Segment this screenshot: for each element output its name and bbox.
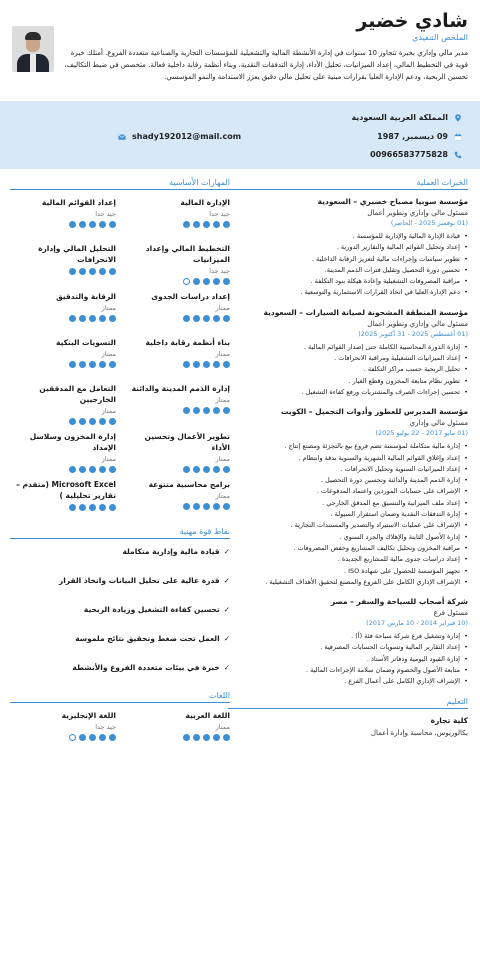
rating-dot xyxy=(183,734,190,741)
strength-label: خبرة في بيئات متعددة الفروع والأنشطة xyxy=(72,663,220,672)
skill-name: تطوير الأعمال وتحسين الأداء xyxy=(144,432,230,452)
job-period: (01 أغسطس 2025 - 31 أكتوبر 2025) xyxy=(358,329,468,338)
skill-name: بناء أنظمة رقابة داخلية xyxy=(145,338,230,347)
language-name: اللغة الإنجليزية xyxy=(61,711,116,720)
duty-item: • إعداد الميزانيات السنوية وتحليل الانحرافات . xyxy=(228,464,468,475)
duty-item: • إدارة التدفقات النقدية وضمان استقرار السيولة . xyxy=(228,509,468,520)
duty-item: • إدارة وتشغيل فرع شركة سياحة فئة (أ) . xyxy=(228,631,468,642)
duty-item: • قيادة الإدارة المالية والإدارية للمؤسسة . xyxy=(228,231,468,242)
languages-heading: اللغات xyxy=(10,691,230,703)
rating-dot xyxy=(203,221,210,228)
skill-item xyxy=(10,383,116,425)
skill-name: إدارة المخزون وسلاسل الإمداد xyxy=(29,432,116,452)
education-heading: التعليم xyxy=(228,697,468,709)
skill-item xyxy=(10,243,116,285)
skill-rating xyxy=(124,503,230,510)
rating-dot xyxy=(213,466,220,473)
skill-level: ممتاز xyxy=(101,350,116,358)
duty-item: • إدارة القيود اليومية ودفاتر الأستاذ . xyxy=(228,654,468,665)
job-entry xyxy=(228,597,468,687)
skill-item xyxy=(124,383,230,425)
duty-item: • تحسين إجراءات الصرف والمشتريات ورفع كفاءة التشغيل . xyxy=(228,387,468,398)
rating-dot xyxy=(203,734,210,741)
skill-item xyxy=(124,479,230,519)
rating-dot xyxy=(79,418,86,425)
rating-dot xyxy=(183,315,190,322)
rating-dot xyxy=(223,503,230,510)
phone-icon xyxy=(454,151,462,159)
job-period: (01 مايو 2017 - 22 يوليو 2025) xyxy=(375,429,468,438)
rating-dot xyxy=(79,361,86,368)
contact-phone: 00966583775828 xyxy=(370,150,448,159)
job-duties xyxy=(228,231,468,299)
skill-rating xyxy=(10,315,116,322)
rating-dot xyxy=(69,734,76,741)
skill-name: التخطيط المالي وإعداد الميزانيات xyxy=(145,244,230,264)
rating-dot xyxy=(99,361,106,368)
strength-label: قدرة عالية على تحليل البيانات واتخاذ القرار xyxy=(58,576,220,585)
duty-item: • إدارة الأصول الثابتة والإهلاك والجرد السنوي . xyxy=(228,532,468,543)
skill-item xyxy=(124,431,230,473)
check-icon: ✓ xyxy=(223,634,230,643)
duty-item: • تحليل الربحية حسب مراكز التكلفة . xyxy=(228,364,468,375)
duty-item: • إعداد دراسات جدوى مالية للمشاريع الجديدة . xyxy=(228,554,468,565)
calendar-icon xyxy=(454,133,462,141)
rating-dot xyxy=(109,268,116,275)
strengths-list xyxy=(10,546,230,673)
job-company: شركة أصحاب للسياحة والسفر – مصر xyxy=(330,597,468,607)
rating-dot xyxy=(193,315,200,322)
skill-rating xyxy=(10,221,116,228)
experience-heading: الخبرات العملية xyxy=(228,178,468,190)
rating-dot xyxy=(69,466,76,473)
rating-dot xyxy=(203,466,210,473)
education-degree: بكالوريوس، محاسبة وإدارة أعمال xyxy=(370,728,468,737)
rating-dot xyxy=(69,315,76,322)
rating-dot xyxy=(213,361,220,368)
skill-rating xyxy=(10,504,116,511)
rating-dot xyxy=(183,278,190,285)
rating-dot xyxy=(183,503,190,510)
rating-dot xyxy=(109,221,116,228)
rating-dot xyxy=(213,407,220,414)
job-company: مؤسسة المنطقة المشحونة لصيانة السيارات – السعودية xyxy=(263,307,468,317)
job-role: مسئول فرع xyxy=(433,609,468,618)
rating-dot xyxy=(69,504,76,511)
skill-item xyxy=(124,291,230,331)
strengths-heading: نقاط قوة مهنية xyxy=(10,527,230,539)
contact-bar xyxy=(0,101,480,169)
rating-dot xyxy=(109,315,116,322)
rating-dot xyxy=(193,407,200,414)
duty-item: • متابعة الأصول والخصوم وضمان سلامة الإجراءات المالية . xyxy=(228,665,468,676)
rating-dot xyxy=(89,221,96,228)
rating-dot xyxy=(109,466,116,473)
duty-item: • إدارة مالية متكاملة لمؤسسة تضم فروع بيع بالتجزئة ومصنع إنتاج . xyxy=(228,441,468,452)
rating-dot xyxy=(193,221,200,228)
rating-dot xyxy=(99,466,106,473)
rating-dot xyxy=(203,278,210,285)
skill-rating xyxy=(10,418,116,425)
rating-dot xyxy=(99,221,106,228)
mail-icon xyxy=(118,133,126,141)
language-rating xyxy=(10,734,116,741)
job-duties xyxy=(228,342,468,398)
job-role: مسئول مالي وإداري xyxy=(409,419,468,428)
skill-rating xyxy=(10,361,116,368)
rating-dot xyxy=(203,503,210,510)
job-role: مسئول مالي وإداري وتطوير أعمال xyxy=(367,209,468,217)
location-pin-icon xyxy=(454,114,462,122)
left-column xyxy=(10,178,230,758)
duty-item: • تحسين دورة التحصيل وتقليل فترات الذمم المدينة. xyxy=(228,265,468,276)
rating-dot xyxy=(223,278,230,285)
rating-dot xyxy=(99,315,106,322)
skill-item xyxy=(10,197,116,237)
language-item xyxy=(124,710,230,750)
skill-name: إعداد القوائم المالية xyxy=(41,198,116,207)
strength-item xyxy=(10,662,230,673)
summary-text: مدير مالي وإداري بخبرة تتجاوز 10 سنوات في إدارة الأنشطة المالية والتشغيلية للمؤسسات التجارية والصناعية متعددة الفروع. أمتلك خبرة قوية في التخطيط المالي، إعداد الميزانيات، تحليل الأداء، إدارة التدفقات النقدية، وبناء أنظمة رقابة داخلية فعالة. متخصص في ضبط التكاليف، تحسين الربحية، ودعم الإدارة العليا بقرارات مبنية على تحليل مالي دقيق يعزز الاستدامة والنمو المؤسسي. xyxy=(64,49,468,81)
strength-item xyxy=(10,546,230,557)
rating-dot xyxy=(79,734,86,741)
duty-item: • الإشراف الإداري الكامل على أعمال الفرع . xyxy=(228,676,468,687)
skill-name: إعداد دراسات الجدوى xyxy=(151,292,230,301)
rating-dot xyxy=(79,504,86,511)
skill-item xyxy=(10,337,116,377)
avatar-hair xyxy=(25,32,41,40)
rating-dot xyxy=(203,407,210,414)
education-school: كلية تجارة xyxy=(430,715,468,725)
skill-name: التعامل مع المدققين الخارجيين xyxy=(39,384,116,404)
rating-dot xyxy=(79,221,86,228)
job-role: مسئول مالي وإداري وتطوير أعمال xyxy=(367,319,468,328)
check-icon: ✓ xyxy=(223,663,230,672)
languages-grid xyxy=(10,710,230,750)
skill-name: الرقابة والتدقيق xyxy=(56,292,116,301)
skill-rating xyxy=(124,361,230,368)
skill-item xyxy=(124,243,230,285)
rating-dot xyxy=(89,734,96,741)
language-rating xyxy=(124,734,230,741)
rating-dot xyxy=(99,418,106,425)
duty-item: • إعداد الميزانيات التشغيلية ومراقبة الانحرافات . xyxy=(228,353,468,364)
job-duties xyxy=(228,441,468,588)
rating-dot xyxy=(89,315,96,322)
duty-item: • دعم الإدارة العليا في اتخاذ القرارات الاستثمارية والتوسعية . xyxy=(228,287,468,298)
rating-dot xyxy=(193,503,200,510)
rating-dot xyxy=(183,361,190,368)
rating-dot xyxy=(213,278,220,285)
rating-dot xyxy=(109,418,116,425)
skill-rating xyxy=(124,466,230,473)
avatar-shirt xyxy=(30,54,36,72)
rating-dot xyxy=(183,407,190,414)
rating-dot xyxy=(223,734,230,741)
rating-dot xyxy=(109,504,116,511)
rating-dot xyxy=(193,361,200,368)
rating-dot xyxy=(193,278,200,285)
strength-item xyxy=(10,633,230,644)
skill-rating xyxy=(124,407,230,414)
rating-dot xyxy=(183,221,190,228)
rating-dot xyxy=(223,361,230,368)
header xyxy=(0,0,480,100)
person-name: شادي خضير xyxy=(356,10,468,32)
job-duties xyxy=(228,631,468,687)
avatar xyxy=(12,26,54,72)
rating-dot xyxy=(69,361,76,368)
rating-dot xyxy=(193,734,200,741)
rating-dot xyxy=(99,734,106,741)
rating-dot xyxy=(89,418,96,425)
check-icon: ✓ xyxy=(223,547,230,556)
summary-heading: الملخص التنفيذي xyxy=(412,33,468,42)
skill-name: الإدارة المالية xyxy=(180,198,230,207)
skill-item xyxy=(124,197,230,237)
rating-dot xyxy=(69,221,76,228)
rating-dot xyxy=(213,503,220,510)
skill-level: ممتاز xyxy=(215,396,230,404)
skill-rating xyxy=(124,278,230,285)
rating-dot xyxy=(183,466,190,473)
skill-item xyxy=(10,291,116,331)
rating-dot xyxy=(89,466,96,473)
rating-dot xyxy=(89,361,96,368)
skill-level: ممتاز xyxy=(215,304,230,312)
rating-dot xyxy=(109,361,116,368)
skill-name: Microsoft Excel (متقدم – تقارير تحليلية ) xyxy=(16,480,116,500)
skill-level: ممتاز xyxy=(215,455,230,463)
skill-level: ممتاز xyxy=(101,455,116,463)
duty-item: • إعداد وإغلاق القوائم المالية الشهرية والسنوية بدقة وانتظام . xyxy=(228,453,468,464)
rating-dot xyxy=(223,466,230,473)
skill-level: ممتاز xyxy=(101,304,116,312)
rating-dot xyxy=(223,315,230,322)
language-level: جيد جدا xyxy=(95,723,116,731)
strength-item xyxy=(10,575,230,586)
strength-label: العمل تحت ضغط وتحقيق نتائج ملموسة xyxy=(75,634,220,643)
rating-dot xyxy=(79,466,86,473)
rating-dot xyxy=(99,504,106,511)
duty-item: • الإشراف على عمليات الاستيراد والتصدير والمستندات التجارية . xyxy=(228,520,468,531)
language-name: اللغة العربية xyxy=(185,711,230,720)
rating-dot xyxy=(203,315,210,322)
duty-item: • مراقبة المخزون وتحليل تكاليف المشاريع وخفض المصروفات . xyxy=(228,543,468,554)
duty-item: • الإشراف على حسابات الموردين واعتماد المدفوعات . xyxy=(228,486,468,497)
skill-rating xyxy=(124,221,230,228)
rating-dot xyxy=(109,734,116,741)
skill-level: ممتاز xyxy=(215,492,230,500)
skill-item xyxy=(10,431,116,473)
skill-rating xyxy=(10,466,116,473)
job-period: (10 فبراير 2014 - 10 مارس 2017) xyxy=(366,619,468,628)
rating-dot xyxy=(79,315,86,322)
duty-item: • الإشراف الإداري الكامل على الفروع والمصنع لتحقيق الأهداف التشغيلية . xyxy=(228,577,468,588)
job-entry xyxy=(228,308,468,398)
rating-dot xyxy=(89,504,96,511)
rating-dot xyxy=(99,268,106,275)
rating-dot xyxy=(89,268,96,275)
strength-item xyxy=(10,604,230,615)
rating-dot xyxy=(203,361,210,368)
duty-item: • إعداد وتحليل القوائم المالية والتقارير الدورية . xyxy=(228,242,468,253)
language-item xyxy=(10,710,116,750)
right-column xyxy=(228,178,468,737)
rating-dot xyxy=(223,221,230,228)
skills-heading: المهارات الأساسية xyxy=(10,178,230,190)
duty-item: • إدارة الدورة المحاسبية الكاملة حتى إصدار القوائم المالية . xyxy=(228,342,468,353)
job-entry xyxy=(228,407,468,588)
rating-dot xyxy=(69,268,76,275)
skill-item xyxy=(124,337,230,377)
skill-level: جيد جدا xyxy=(95,210,116,218)
rating-dot xyxy=(223,407,230,414)
rating-dot xyxy=(79,268,86,275)
duty-item: • تجهيز المؤسسة للحصول على شهادة ISO . xyxy=(228,566,468,577)
duty-item: • إعداد ملف الميزانية والتنسيق مع المدقق الخارجي . xyxy=(228,498,468,509)
rating-dot xyxy=(213,734,220,741)
duty-item: • تطوير سياسات وإجراءات مالية لتعزيز الرقابة الداخلية . xyxy=(228,254,468,265)
duty-item: • مراقبة المصروفات التشغيلية وإعادة هيكلة بنود التكلفة . xyxy=(228,276,468,287)
rating-dot xyxy=(69,418,76,425)
rating-dot xyxy=(213,315,220,322)
strength-label: قيادة مالية وإدارية متكاملة xyxy=(122,547,220,556)
job-company: مؤسسة سوبيا مصباح خضيري – السعودية xyxy=(317,197,468,206)
contact-dob: 09 ديسمبر, 1987 xyxy=(377,132,448,141)
skill-name: برامج محاسبية متنوعة xyxy=(148,480,230,489)
contact-email[interactable]: shady192012@mail.com xyxy=(132,132,242,141)
skill-item xyxy=(10,479,116,519)
skill-rating xyxy=(10,268,116,275)
skill-level: ممتاز xyxy=(215,350,230,358)
check-icon: ✓ xyxy=(223,576,230,585)
contact-country: المملكة العربية السعودية xyxy=(351,113,448,122)
duty-item: • تطوير نظام متابعة المخزون وقطع الغيار . xyxy=(228,376,468,387)
skill-level: ممتاز xyxy=(101,407,116,415)
skills-grid xyxy=(10,197,230,519)
language-level: ممتاز xyxy=(215,723,230,731)
skill-level: جيد جدا xyxy=(209,267,230,275)
skill-name: التسويات البنكية xyxy=(55,338,116,347)
rating-dot xyxy=(193,466,200,473)
job-company: مؤسسة المديرس للعطور وأدوات التجميل – الكويت xyxy=(280,407,468,417)
check-icon: ✓ xyxy=(223,605,230,614)
skill-name: التحليل المالي وإدارة الانحرافات xyxy=(38,244,116,264)
skill-level: جيد جدا xyxy=(209,210,230,218)
job-entry xyxy=(228,197,468,299)
duty-item: • إعداد التقارير المالية وتسويات الحسابات المصرفية . xyxy=(228,642,468,653)
rating-dot xyxy=(213,221,220,228)
strength-label: تحسين كفاءة التشغيل وزيادة الربحية xyxy=(83,605,220,614)
skill-rating xyxy=(124,315,230,322)
duty-item: • إدارة الذمم المدينة والدائنة وتحسين دورة التحصيل . xyxy=(228,475,468,486)
job-period: (01 نوفمبر 2025 - الحاضر) xyxy=(390,219,468,227)
skill-name: إدارة الذمم المدينة والدائنة xyxy=(131,384,230,393)
